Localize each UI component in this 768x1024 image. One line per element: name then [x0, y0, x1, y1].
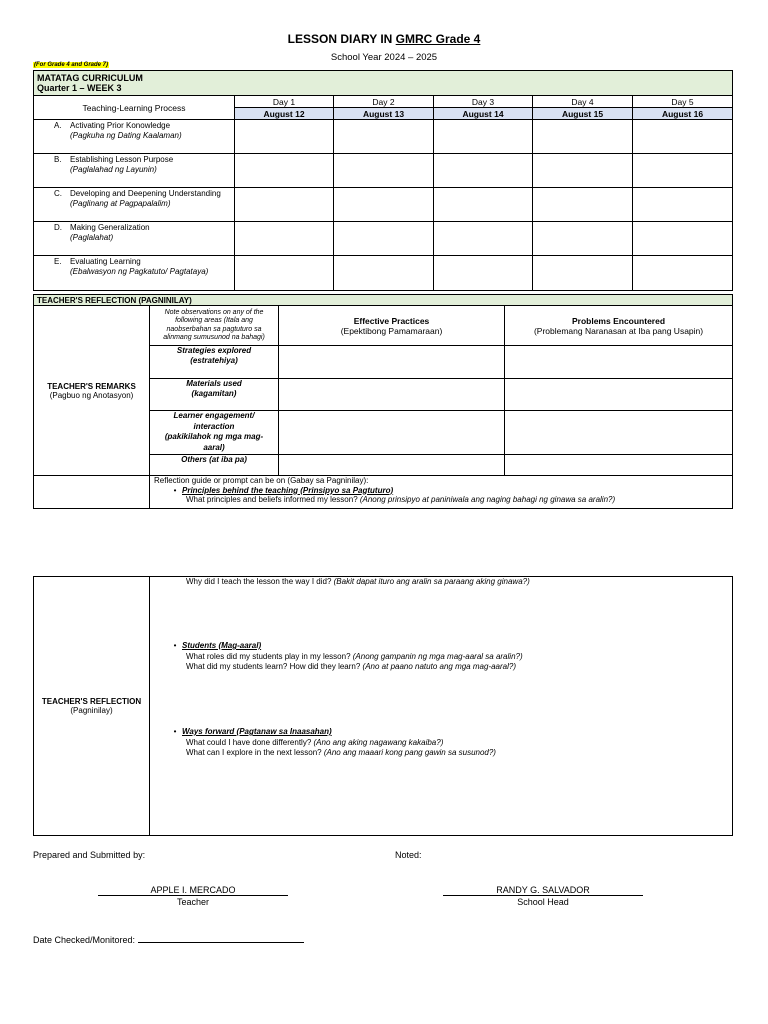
area-line1: Materials used: [186, 379, 242, 388]
ways-q2: What can I explore in the next lesson?: [186, 748, 324, 757]
reflection-label-cell-top: [34, 476, 150, 509]
effective-label: Effective Practices: [353, 315, 430, 326]
students-block: [168, 641, 523, 673]
cell-day-5[interactable]: [633, 188, 733, 222]
row-label: Making Generalization: [70, 223, 150, 232]
students-heading: Students (Mag-aaral): [182, 641, 262, 650]
day-2-date: August 13: [334, 108, 434, 120]
row-label-fil: (Paglinang at Pagpapalalim): [70, 199, 171, 208]
area-materials: [150, 379, 279, 411]
cell-day-1[interactable]: [235, 256, 334, 291]
cell-effective-materials[interactable]: [279, 379, 505, 411]
day-4-header: Day 4: [533, 96, 633, 108]
cell-day-5[interactable]: [633, 256, 733, 291]
students-q1: What roles did my students play in my lesson?: [186, 651, 353, 661]
row-letter: C.: [54, 189, 62, 198]
principles-q1-fil: (Anong prinsipyo at paniniwala ang naging bahagi ng ginawa sa aralin?): [359, 495, 616, 504]
grade-note-highlight: (For Grade 4 and Grade 7): [34, 62, 109, 68]
row-letter: B.: [54, 155, 62, 164]
reflection-box-label: [34, 577, 150, 836]
cell-day-5[interactable]: [633, 154, 733, 188]
head-role: School Head: [517, 897, 569, 907]
day-2-header: Day 2: [334, 96, 434, 108]
reflection-label: TEACHER'S REFLECTION: [41, 697, 142, 706]
cell-day-4[interactable]: [533, 120, 633, 154]
area-line2: (pakikilahok ng mga mag-aaral): [164, 432, 264, 452]
row-label: Establishing Lesson Purpose: [70, 155, 174, 164]
row-letter: D.: [54, 223, 62, 232]
title-prefix: LESSON DIARY IN: [287, 32, 396, 46]
noted-label: Noted:: [395, 850, 422, 860]
bullet-icon: •: [173, 641, 177, 650]
row-label: Evaluating Learning: [70, 257, 141, 266]
cell-problems-engagement[interactable]: [505, 411, 733, 455]
cell-day-1[interactable]: [235, 188, 334, 222]
row-letter: E.: [54, 257, 62, 266]
cell-effective-engagement[interactable]: [279, 411, 505, 455]
cell-effective-others[interactable]: [279, 455, 505, 476]
cell-day-3[interactable]: [434, 154, 533, 188]
day-1-date: August 12: [235, 108, 334, 120]
page-title: [0, 32, 768, 46]
row-letter: A.: [54, 121, 62, 130]
area-line1: Others (at iba pa): [181, 455, 247, 464]
problems-encountered-header: [505, 306, 733, 346]
cell-day-4[interactable]: [533, 188, 633, 222]
day-5-header: Day 5: [633, 96, 733, 108]
principles-heading: Principles behind the teaching (Prinsipyo sa Pagtuturo): [182, 485, 394, 495]
principles-q2: Why did I teach the lesson the way I did?: [186, 577, 334, 586]
curriculum-quarter: Quarter 1 – WEEK 3: [37, 83, 122, 93]
teacher-name: APPLE I. MERCADO: [98, 885, 288, 896]
ways-block: [168, 727, 496, 759]
row-label-fil: (Paglalahad ng Layunin): [70, 165, 157, 174]
effective-practices-header: [279, 306, 505, 346]
tlp-row: [34, 222, 733, 256]
problems-label: Problems Encountered: [571, 315, 666, 326]
cell-day-1[interactable]: [235, 222, 334, 256]
cell-day-2[interactable]: [334, 188, 434, 222]
cell-day-3[interactable]: [434, 120, 533, 154]
cell-problems-others[interactable]: [505, 455, 733, 476]
area-line2: (estratehiya): [190, 356, 238, 365]
cell-day-4[interactable]: [533, 256, 633, 291]
cell-problems-strategies[interactable]: [505, 346, 733, 379]
row-label-fil: (Paglalahat): [70, 233, 114, 242]
cell-day-3[interactable]: [434, 222, 533, 256]
effective-label-fil: (Epektibong Pamamaraan): [340, 325, 443, 336]
students-q1-fil: (Anong gampanin ng mga mag-aaral sa aralin?): [352, 651, 523, 661]
ways-q2-fil: (Ano ang maaari kong pang gawin sa susunod?): [323, 748, 496, 757]
principles-q2-fil: (Bakit dapat ituro ang aralin sa paraang aking ginawa?): [333, 577, 530, 586]
day-4-date: August 15: [533, 108, 633, 120]
reflection-label-fil: (Pagninilay): [70, 706, 113, 715]
day-3-date: August 14: [434, 108, 533, 120]
date-field[interactable]: [138, 933, 304, 943]
title-subject: GMRC Grade 4: [395, 32, 481, 46]
observation-note: Note observations on any of the following areas (Itala ang naobserbahan sa pagtuturo sa alinmang sumusunod na bahagi): [150, 306, 279, 346]
principles-q1: What principles and beliefs informed my lesson?: [186, 495, 360, 504]
tlp-row: [34, 256, 733, 291]
date-label: Date Checked/Monitored:: [33, 935, 138, 945]
reflection-guide: [150, 476, 733, 509]
cell-day-5[interactable]: [633, 222, 733, 256]
prepared-label: Prepared and Submitted by:: [33, 850, 146, 860]
teaching-learning-table: [33, 70, 733, 291]
problems-label-fil: (Problemang Naranasan at Iba pang Usapin): [533, 325, 704, 336]
cell-day-1[interactable]: [235, 120, 334, 154]
ways-q1: What could I have done differently?: [186, 737, 314, 747]
reflection-box: [33, 576, 733, 836]
curriculum-name: MATATAG CURRICULUM: [37, 73, 143, 83]
area-others: [150, 455, 279, 476]
day-3-header: Day 3: [434, 96, 533, 108]
cell-day-2[interactable]: [334, 120, 434, 154]
head-name: RANDY G. SALVADOR: [443, 885, 643, 896]
row-label: Activating Prior Konowledge: [70, 121, 171, 130]
row-label-fil: (Pagkuha ng Dating Kaalaman): [70, 131, 182, 140]
bullet-icon: •: [173, 485, 177, 495]
students-q2-fil: (Ano at paano natuto ang mga mag-aaral?): [362, 662, 516, 671]
area-line2: (kagamitan): [191, 389, 237, 398]
teachers-remarks-label: [34, 306, 150, 476]
students-q2: What did my students learn? How did they learn?: [186, 662, 363, 671]
school-year: School Year 2024 – 2025: [330, 52, 438, 63]
curriculum-header: [34, 71, 733, 96]
remarks-label-fil: (Pagbuo ng Anotasyon): [49, 390, 134, 400]
ways-q1-fil: (Ano ang aking nagawang kakaiba?): [313, 737, 444, 747]
bullet-icon: •: [173, 727, 177, 736]
teacher-role: Teacher: [176, 897, 210, 907]
row-label-fil: (Ebalwasyon ng Pagkatuto/ Pagtataya): [70, 267, 209, 276]
cell-effective-strategies[interactable]: [279, 346, 505, 379]
area-line1: Learner engagement/ interaction: [173, 411, 255, 431]
cell-day-3[interactable]: [434, 256, 533, 291]
guide-intro: Reflection guide or prompt can be on (Gabay sa Pagninilay):: [154, 476, 369, 485]
cell-day-2[interactable]: [334, 154, 434, 188]
cell-day-2[interactable]: [334, 256, 434, 291]
cell-problems-materials[interactable]: [505, 379, 733, 411]
tlp-header: Teaching-Learning Process: [34, 96, 235, 120]
tlp-row: [34, 188, 733, 222]
principles-q2-line: [186, 577, 530, 588]
cell-day-4[interactable]: [533, 154, 633, 188]
area-line1: Strategies explored: [176, 346, 252, 355]
reflection-box-content[interactable]: [150, 577, 733, 836]
cell-day-5[interactable]: [633, 120, 733, 154]
reflection-table: [33, 294, 733, 509]
cell-day-3[interactable]: [434, 188, 533, 222]
day-1-header: Day 1: [235, 96, 334, 108]
area-engagement: [150, 411, 279, 455]
area-strategies: [150, 346, 279, 379]
ways-heading: Ways forward (Pagtanaw sa Inaasahan): [182, 727, 332, 736]
tlp-row: [34, 120, 733, 154]
cell-day-4[interactable]: [533, 222, 633, 256]
tlp-row: [34, 154, 733, 188]
reflection-heading: TEACHER'S REFLECTION (PAGNINILAY): [34, 295, 733, 306]
cell-day-2[interactable]: [334, 222, 434, 256]
remarks-label: TEACHER'S REMARKS: [47, 381, 136, 391]
cell-day-1[interactable]: [235, 154, 334, 188]
row-label: Developing and Deepening Understanding: [70, 189, 221, 198]
day-5-date: August 16: [633, 108, 733, 120]
date-checked: [33, 933, 304, 945]
